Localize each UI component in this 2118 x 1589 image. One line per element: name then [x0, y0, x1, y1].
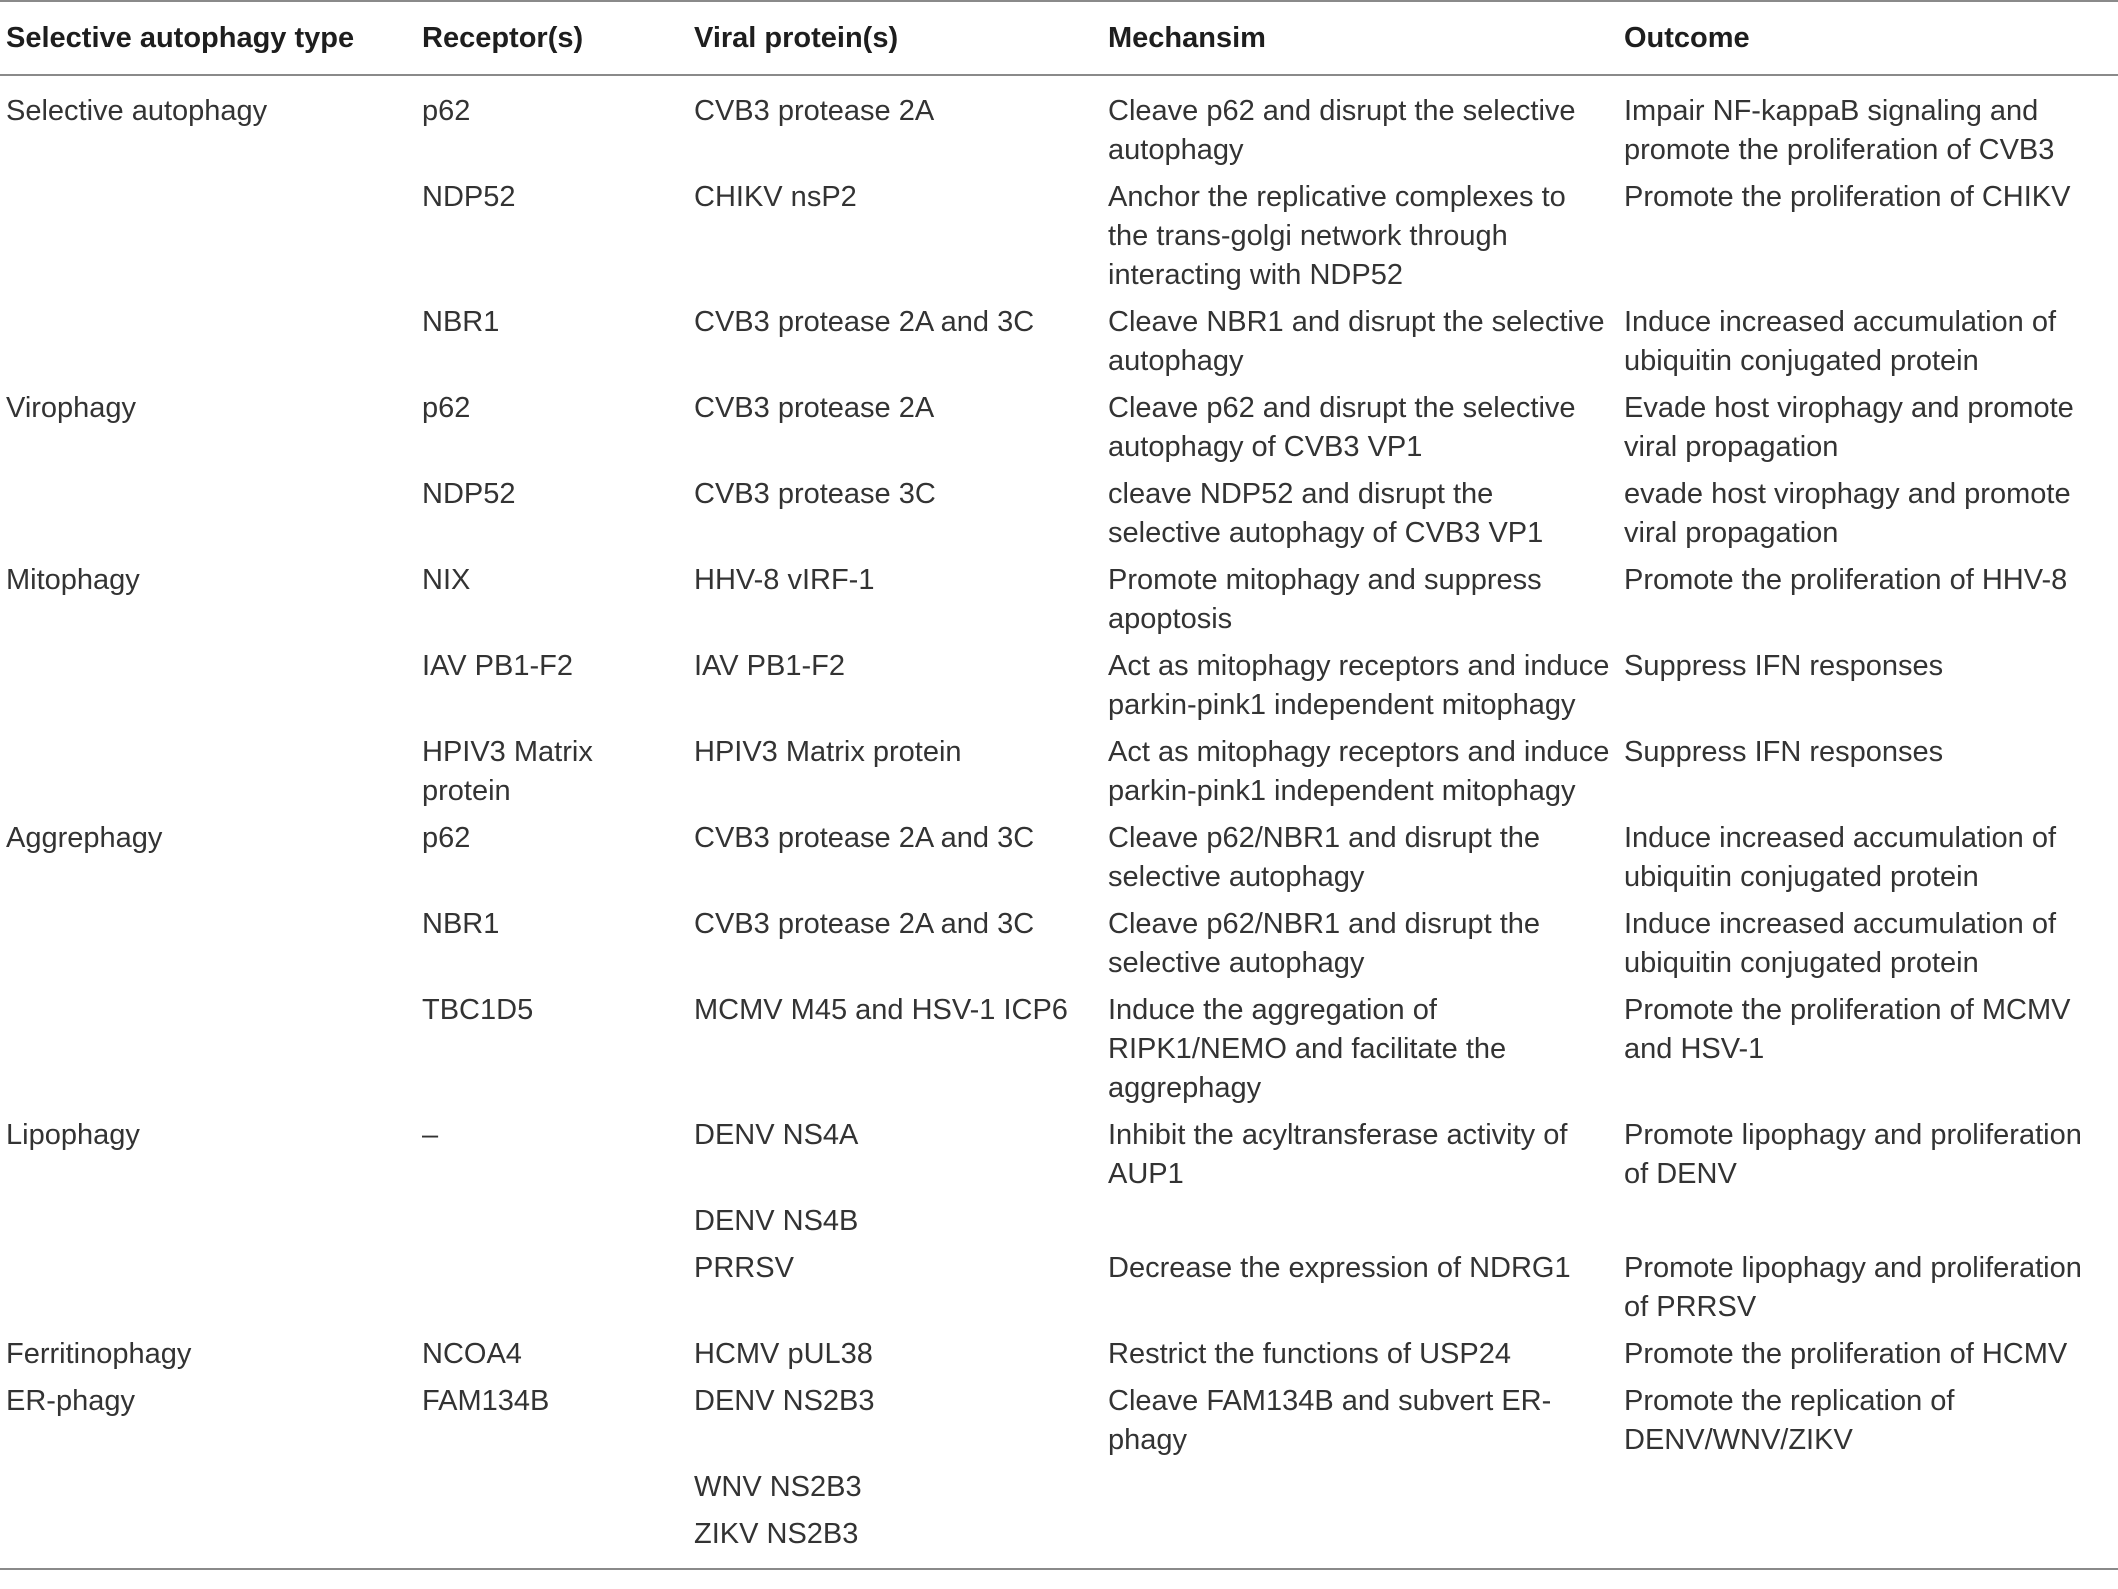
- cell-outcome: Induce increased accumulation of ubiquitin conjugated protein: [1624, 908, 2057, 979]
- cell-outcome: Promote the replication of DENV/WNV/ZIKV: [1624, 1385, 1955, 1456]
- table-row: [0, 1515, 2118, 1569]
- cell-viral-protein: CVB3 protease 3C: [694, 478, 936, 510]
- cell-outcome: Induce increased accumulation of ubiquitin conjugated protein: [1624, 306, 2057, 377]
- cell-mechanism: Cleave p62 and disrupt the selective autophagy: [1108, 95, 1576, 166]
- cell-receptor: [416, 1515, 688, 1569]
- header-receptors: Receptor(s): [422, 21, 584, 54]
- cell-mechanism: Decrease the expression of NDRG1: [1108, 1252, 1571, 1284]
- cell-receptor: [416, 1202, 688, 1249]
- cell-type: Mitophagy: [6, 564, 140, 596]
- cell-mechanism: Cleave FAM134B and subvert ER-phagy: [1108, 1385, 1552, 1456]
- cell-receptor: IAV PB1-F2: [422, 650, 573, 682]
- cell-mechanism: Induce the aggregation of RIPK1/NEMO and facilitate the aggrephagy: [1108, 994, 1507, 1104]
- cell-outcome: Impair NF-kappaB signaling and promote the proliferation of CVB3: [1624, 95, 2055, 166]
- cell-outcome: Promote lipophagy and proliferation of PRRSV: [1624, 1252, 2082, 1323]
- cell-outcome: evade host virophagy and promote viral propagation: [1624, 478, 2071, 549]
- table-row: [0, 733, 2118, 819]
- cell-receptor: TBC1D5: [422, 994, 534, 1026]
- table-row: [0, 1249, 2118, 1335]
- table-body: [0, 75, 2118, 1569]
- cell-receptor: FAM134B: [422, 1385, 550, 1417]
- cell-mechanism: [1102, 1468, 1618, 1515]
- cell-outcome: Promote the proliferation of HCMV: [1624, 1338, 2068, 1370]
- cell-receptor: –: [422, 1119, 439, 1151]
- cell-viral-protein: HHV-8 vIRF-1: [694, 564, 875, 596]
- cell-receptor: NDP52: [422, 478, 516, 510]
- cell-mechanism: [1102, 1202, 1618, 1249]
- cell-type: [0, 178, 416, 303]
- table-row: [0, 647, 2118, 733]
- cell-viral-protein: CVB3 protease 2A and 3C: [694, 822, 1035, 854]
- table-row: [0, 819, 2118, 905]
- cell-outcome: [1618, 1202, 2118, 1249]
- cell-viral-protein: ZIKV NS2B3: [694, 1518, 859, 1550]
- table-row: [0, 1382, 2118, 1468]
- cell-viral-protein: DENV NS4A: [694, 1119, 859, 1151]
- cell-mechanism: Inhibit the acyltransferase activity of AUP1: [1108, 1119, 1568, 1190]
- cell-type: [0, 905, 416, 991]
- cell-type: [0, 303, 416, 389]
- cell-mechanism: Act as mitophagy receptors and induce parkin-pink1 independent mitophagy: [1108, 736, 1610, 807]
- cell-mechanism: Restrict the functions of USP24: [1108, 1338, 1511, 1370]
- cell-viral-protein: CVB3 protease 2A: [694, 95, 935, 127]
- cell-viral-protein: MCMV M45 and HSV-1 ICP6: [694, 994, 1068, 1026]
- table-row: [0, 1335, 2118, 1382]
- cell-viral-protein: CVB3 protease 2A and 3C: [694, 306, 1035, 338]
- cell-outcome: Promote the proliferation of HHV-8: [1624, 564, 2068, 596]
- cell-mechanism: [1102, 1515, 1618, 1569]
- table-row: [0, 1468, 2118, 1515]
- cell-mechanism: Promote mitophagy and suppress apoptosis: [1108, 564, 1542, 635]
- cell-type: Virophagy: [6, 392, 137, 424]
- cell-receptor: p62: [422, 822, 471, 854]
- cell-receptor: NBR1: [422, 908, 500, 940]
- cell-outcome: Suppress IFN responses: [1624, 736, 1944, 768]
- header-viral-proteins: Viral protein(s): [694, 21, 899, 54]
- cell-viral-protein: HPIV3 Matrix protein: [694, 736, 962, 768]
- cell-type: [0, 1468, 416, 1515]
- table-row: [0, 178, 2118, 303]
- cell-outcome: Promote the proliferation of MCMV and HSV-1: [1624, 994, 2071, 1065]
- table-row: [0, 561, 2118, 647]
- table-row: [0, 991, 2118, 1116]
- cell-type: ER-phagy: [6, 1385, 135, 1417]
- cell-receptor: p62: [422, 95, 471, 127]
- cell-mechanism: Cleave NBR1 and disrupt the selective autophagy: [1108, 306, 1605, 377]
- cell-outcome: [1618, 1468, 2118, 1515]
- cell-viral-protein: CVB3 protease 2A and 3C: [694, 908, 1035, 940]
- cell-viral-protein: CVB3 protease 2A: [694, 392, 935, 424]
- table-row: [0, 1202, 2118, 1249]
- cell-mechanism: Act as mitophagy receptors and induce parkin-pink1 independent mitophagy: [1108, 650, 1610, 721]
- cell-viral-protein: DENV NS2B3: [694, 1385, 875, 1417]
- cell-viral-protein: IAV PB1-F2: [694, 650, 845, 682]
- cell-outcome: Promote lipophagy and proliferation of DENV: [1624, 1119, 2082, 1190]
- table-row: [0, 475, 2118, 561]
- cell-receptor: [416, 1468, 688, 1515]
- cell-type: Selective autophagy: [6, 95, 268, 127]
- cell-outcome: Evade host virophagy and promote viral propagation: [1624, 392, 2074, 463]
- cell-receptor: [416, 1249, 688, 1335]
- cell-type: Aggrephagy: [6, 822, 163, 854]
- cell-type: [0, 1515, 416, 1569]
- header-selective-autophagy-type: Selective autophagy type: [6, 21, 355, 54]
- cell-receptor: p62: [422, 392, 471, 424]
- cell-mechanism: Cleave p62 and disrupt the selective autophagy of CVB3 VP1: [1108, 392, 1576, 463]
- cell-viral-protein: HCMV pUL38: [694, 1338, 873, 1370]
- cell-outcome: Induce increased accumulation of ubiquitin conjugated protein: [1624, 822, 2057, 893]
- cell-type: [0, 733, 416, 819]
- cell-mechanism: cleave NDP52 and disrupt the selective autophagy of CVB3 VP1: [1108, 478, 1544, 549]
- table-row: [0, 303, 2118, 389]
- cell-mechanism: Anchor the replicative complexes to the trans-golgi network through interacting with NDP52: [1108, 181, 1566, 291]
- cell-mechanism: Cleave p62/NBR1 and disrupt the selective autophagy: [1108, 908, 1541, 979]
- table-row: [0, 389, 2118, 475]
- cell-type: [0, 647, 416, 733]
- cell-type: Ferritinophagy: [6, 1338, 192, 1370]
- header-outcome: Outcome: [1624, 21, 1750, 54]
- cell-mechanism: Cleave p62/NBR1 and disrupt the selective autophagy: [1108, 822, 1541, 893]
- cell-receptor: NBR1: [422, 306, 500, 338]
- cell-outcome: [1618, 1515, 2118, 1569]
- cell-viral-protein: PRRSV: [694, 1252, 794, 1284]
- cell-outcome: Suppress IFN responses: [1624, 650, 1944, 682]
- cell-receptor: NCOA4: [422, 1338, 522, 1370]
- cell-receptor: NDP52: [422, 181, 516, 213]
- cell-viral-protein: CHIKV nsP2: [694, 181, 857, 213]
- table-row: [0, 905, 2118, 991]
- cell-type: [0, 475, 416, 561]
- cell-receptor: HPIV3 Matrix protein: [422, 736, 593, 807]
- table-header-row: [0, 1, 2118, 75]
- table-row: [0, 75, 2118, 178]
- cell-viral-protein: DENV NS4B: [694, 1205, 859, 1237]
- cell-type: [0, 991, 416, 1116]
- cell-type: [0, 1249, 416, 1335]
- cell-type: Lipophagy: [6, 1119, 140, 1151]
- table-row: [0, 1116, 2118, 1202]
- cell-outcome: Promote the proliferation of CHIKV: [1624, 181, 2071, 213]
- cell-type: [0, 1202, 416, 1249]
- cell-receptor: NIX: [422, 564, 471, 596]
- header-mechanism: Mechansim: [1108, 21, 1266, 54]
- cell-viral-protein: WNV NS2B3: [694, 1471, 862, 1503]
